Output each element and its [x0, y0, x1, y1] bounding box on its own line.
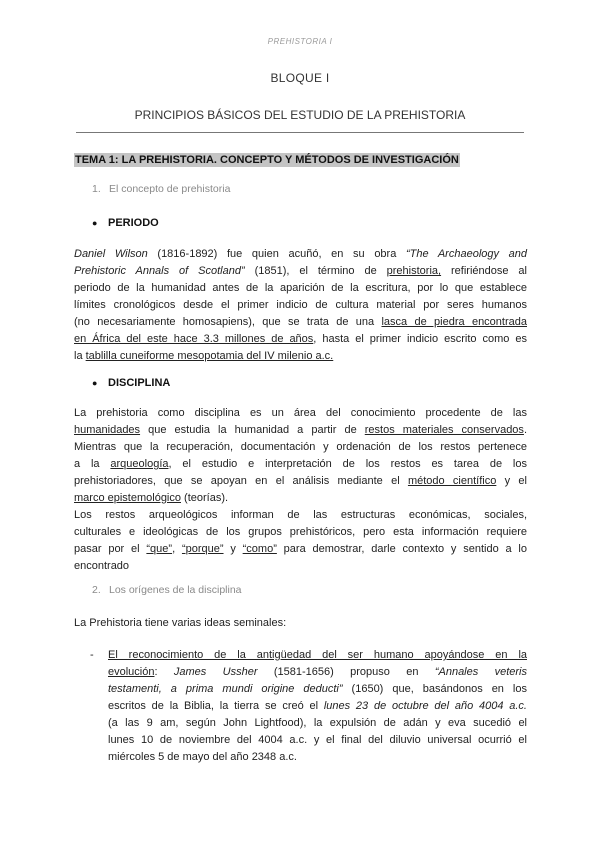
list-item-line: (a las 9 am, según John Lightfood), la expulsión de adán y eva sucedió el — [108, 717, 527, 729]
paragraph-line: prehistoriadores, que se apoyan en el análisis mediante el método científico y el — [74, 475, 527, 487]
paragraph-line: Los restos arqueológicos informan de las estructuras económicas, sociales, — [74, 509, 527, 521]
topic-title: TEMA 1: LA PREHISTORIA. CONCEPTO Y MÉTODOS DE INVESTIGACIÓN — [75, 154, 459, 166]
list-dash: - — [90, 649, 94, 661]
section-2-title: Los orígenes de la disciplina — [109, 584, 242, 596]
paragraph-line: Daniel Wilson (1816-1892) fue quien acuñó, en su obra “The Archaeology and — [74, 248, 527, 260]
paragraph-line: encontrado — [74, 560, 130, 572]
paragraph-line: La prehistoria como disciplina es un área del conocimiento procedente de las — [74, 407, 527, 419]
section-2-heading — [92, 584, 242, 596]
running-header: PREHISTORIA I — [267, 37, 333, 46]
section-2-number: 2. — [92, 584, 101, 596]
paragraph-line: humanidades que estudia la humanidad a partir de restos materiales conservados. — [74, 424, 527, 436]
list-item-line: miércoles 5 de mayo del año 2348 a.c. — [108, 751, 297, 763]
periodo-heading — [92, 217, 159, 229]
list-item-line: escritos de la Biblia, la tierra se creó el lunes 23 de octubre del año 4004 a.c. — [108, 700, 527, 712]
list-item-line: testamenti, a prima mundi origine deducti” (1650) que, basándonos en los — [108, 683, 527, 695]
block-subtitle: PRINCIPIOS BÁSICOS DEL ESTUDIO DE LA PREHISTORIA — [134, 108, 466, 122]
bullet-icon: ● — [92, 218, 98, 228]
disciplina-label: DISCIPLINA — [108, 377, 171, 389]
paragraph-line: periodo de la humanidad antes de la aparición de la escritura, por lo que establece — [74, 282, 527, 294]
paragraph-line: Prehistoric Annals of Scotland” (1851), el término de prehistoria, refiriéndose al — [74, 265, 527, 277]
section-1-number: 1. — [92, 183, 101, 195]
paragraph-line: (no necesariamente homosapiens), que se trata de una lasca de piedra encontrada — [74, 316, 527, 328]
list-item-line: lunes 10 de noviembre del 4004 a.c. y el final del diluvio universal ocurrió el — [108, 734, 527, 746]
bullet-icon: ● — [92, 378, 98, 388]
section-1-heading — [92, 183, 230, 195]
paragraph-line: límites cronológicos desde el primer indicio de cultura material por seres humanos — [74, 299, 527, 311]
paragraph-line: la tablilla cuneiforme mesopotamia del IV milenio a.c. — [74, 350, 334, 362]
list-item-line: evolución: James Ussher (1581-1656) propuso en “Annales veteris — [108, 666, 527, 678]
header-divider — [76, 132, 524, 133]
periodo-label: PERIODO — [108, 217, 159, 229]
block-title: BLOQUE I — [270, 71, 330, 85]
paragraph-line: Mientras que la recuperación, documentación y ordenación de los restos pertenece — [74, 441, 527, 453]
list-item-line: El reconocimiento de la antigüedad del ser humano apoyándose en la — [108, 649, 527, 661]
disciplina-heading — [92, 377, 170, 389]
paragraph-line: pasar por el “que”, “porque” y “como” para demostrar, darle contexto y sentido a lo — [74, 543, 527, 555]
section-1-title: El concepto de prehistoria — [109, 183, 231, 195]
section-2-intro: La Prehistoria tiene varias ideas seminales: — [74, 617, 287, 629]
paragraph-line: culturales e ideológicas de los grupos prehistóricos, pero esta información requiere — [74, 526, 527, 538]
paragraph-line: marco epistemológico (teorías). — [74, 492, 229, 504]
paragraph-line: a la arqueología, el estudio e interpretación de los restos es tarea de los — [74, 458, 527, 470]
paragraph-line: en África del este hace 3.3 millones de años, hasta el primer indicio escrito como es — [74, 333, 527, 345]
